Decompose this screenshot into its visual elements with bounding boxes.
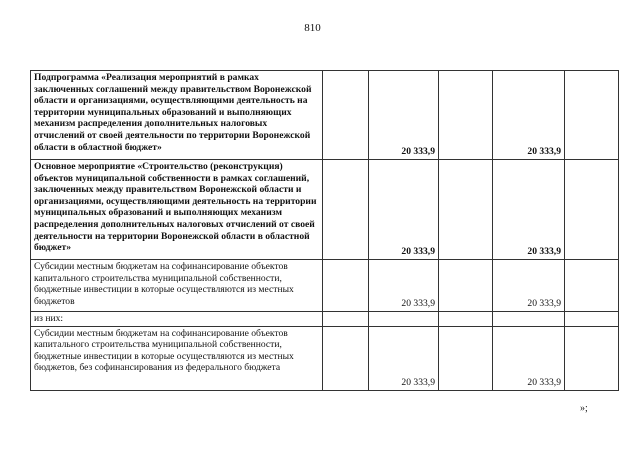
empty-cell <box>323 71 369 160</box>
table-row <box>31 160 619 260</box>
row-value-2: 20 333,9 <box>493 71 565 160</box>
empty-cell <box>323 326 369 390</box>
row-description: Субсидии местным бюджетам на софинансирование объектов капитального строительства муниципальной собственности, бюджетные инвестиции в которые осуществляются из местных бюджетов, без софинансирования из федерального бюджета <box>31 326 323 390</box>
row-value-1: 20 333,9 <box>369 71 439 160</box>
empty-cell <box>565 71 619 160</box>
empty-cell <box>439 160 493 260</box>
row-value-2: 20 333,9 <box>493 326 565 390</box>
row-description: из них: <box>31 312 323 327</box>
row-value-1: 20 333,9 <box>369 260 439 312</box>
empty-cell <box>439 260 493 312</box>
empty-cell <box>323 312 369 327</box>
empty-cell <box>439 326 493 390</box>
empty-cell <box>565 326 619 390</box>
row-value-1: 20 333,9 <box>369 326 439 390</box>
empty-cell <box>565 260 619 312</box>
row-value-1: 20 333,9 <box>369 160 439 260</box>
row-description: Субсидии местным бюджетам на софинансирование объектов капитального строительства муниципальной собственности, бюджетные инвестиции в которые осуществляются из местных бюджетов <box>31 260 323 312</box>
empty-cell <box>323 160 369 260</box>
empty-cell <box>439 71 493 160</box>
empty-cell <box>323 260 369 312</box>
table-row <box>31 71 619 160</box>
empty-cell <box>439 312 493 327</box>
table-row <box>31 312 619 327</box>
table-row <box>31 260 619 312</box>
row-description: Подпрограмма «Реализация мероприятий в рамках заключенных соглашений между правительством Воронежской области и организациями, осуществляющими деятельность на территории муниципальных образований и выполняющих механизм распределения дополнительных налоговых отчислений от своей деятельности по территории Воронежской области в областной бюджет» <box>31 71 323 160</box>
closing-quote-mark: »; <box>580 403 588 414</box>
row-value-1 <box>369 312 439 327</box>
table-row <box>31 326 619 390</box>
row-value-2: 20 333,9 <box>493 260 565 312</box>
empty-cell <box>565 312 619 327</box>
row-value-2 <box>493 312 565 327</box>
row-description: Основное мероприятие «Строительство (реконструкция) объектов муниципальной собственности в рамках соглашений, заключенных между правительством Воронежской области и организациями, осуществляющими деятельность на территории муниципальных образований и выполняющих механизм распределения дополнительных налоговых отчислений от своей деятельности на территории Воронежской области в областной бюджет» <box>31 160 323 260</box>
page-number: 810 <box>304 22 321 34</box>
row-value-2: 20 333,9 <box>493 160 565 260</box>
budget-table <box>30 70 619 391</box>
empty-cell <box>565 160 619 260</box>
